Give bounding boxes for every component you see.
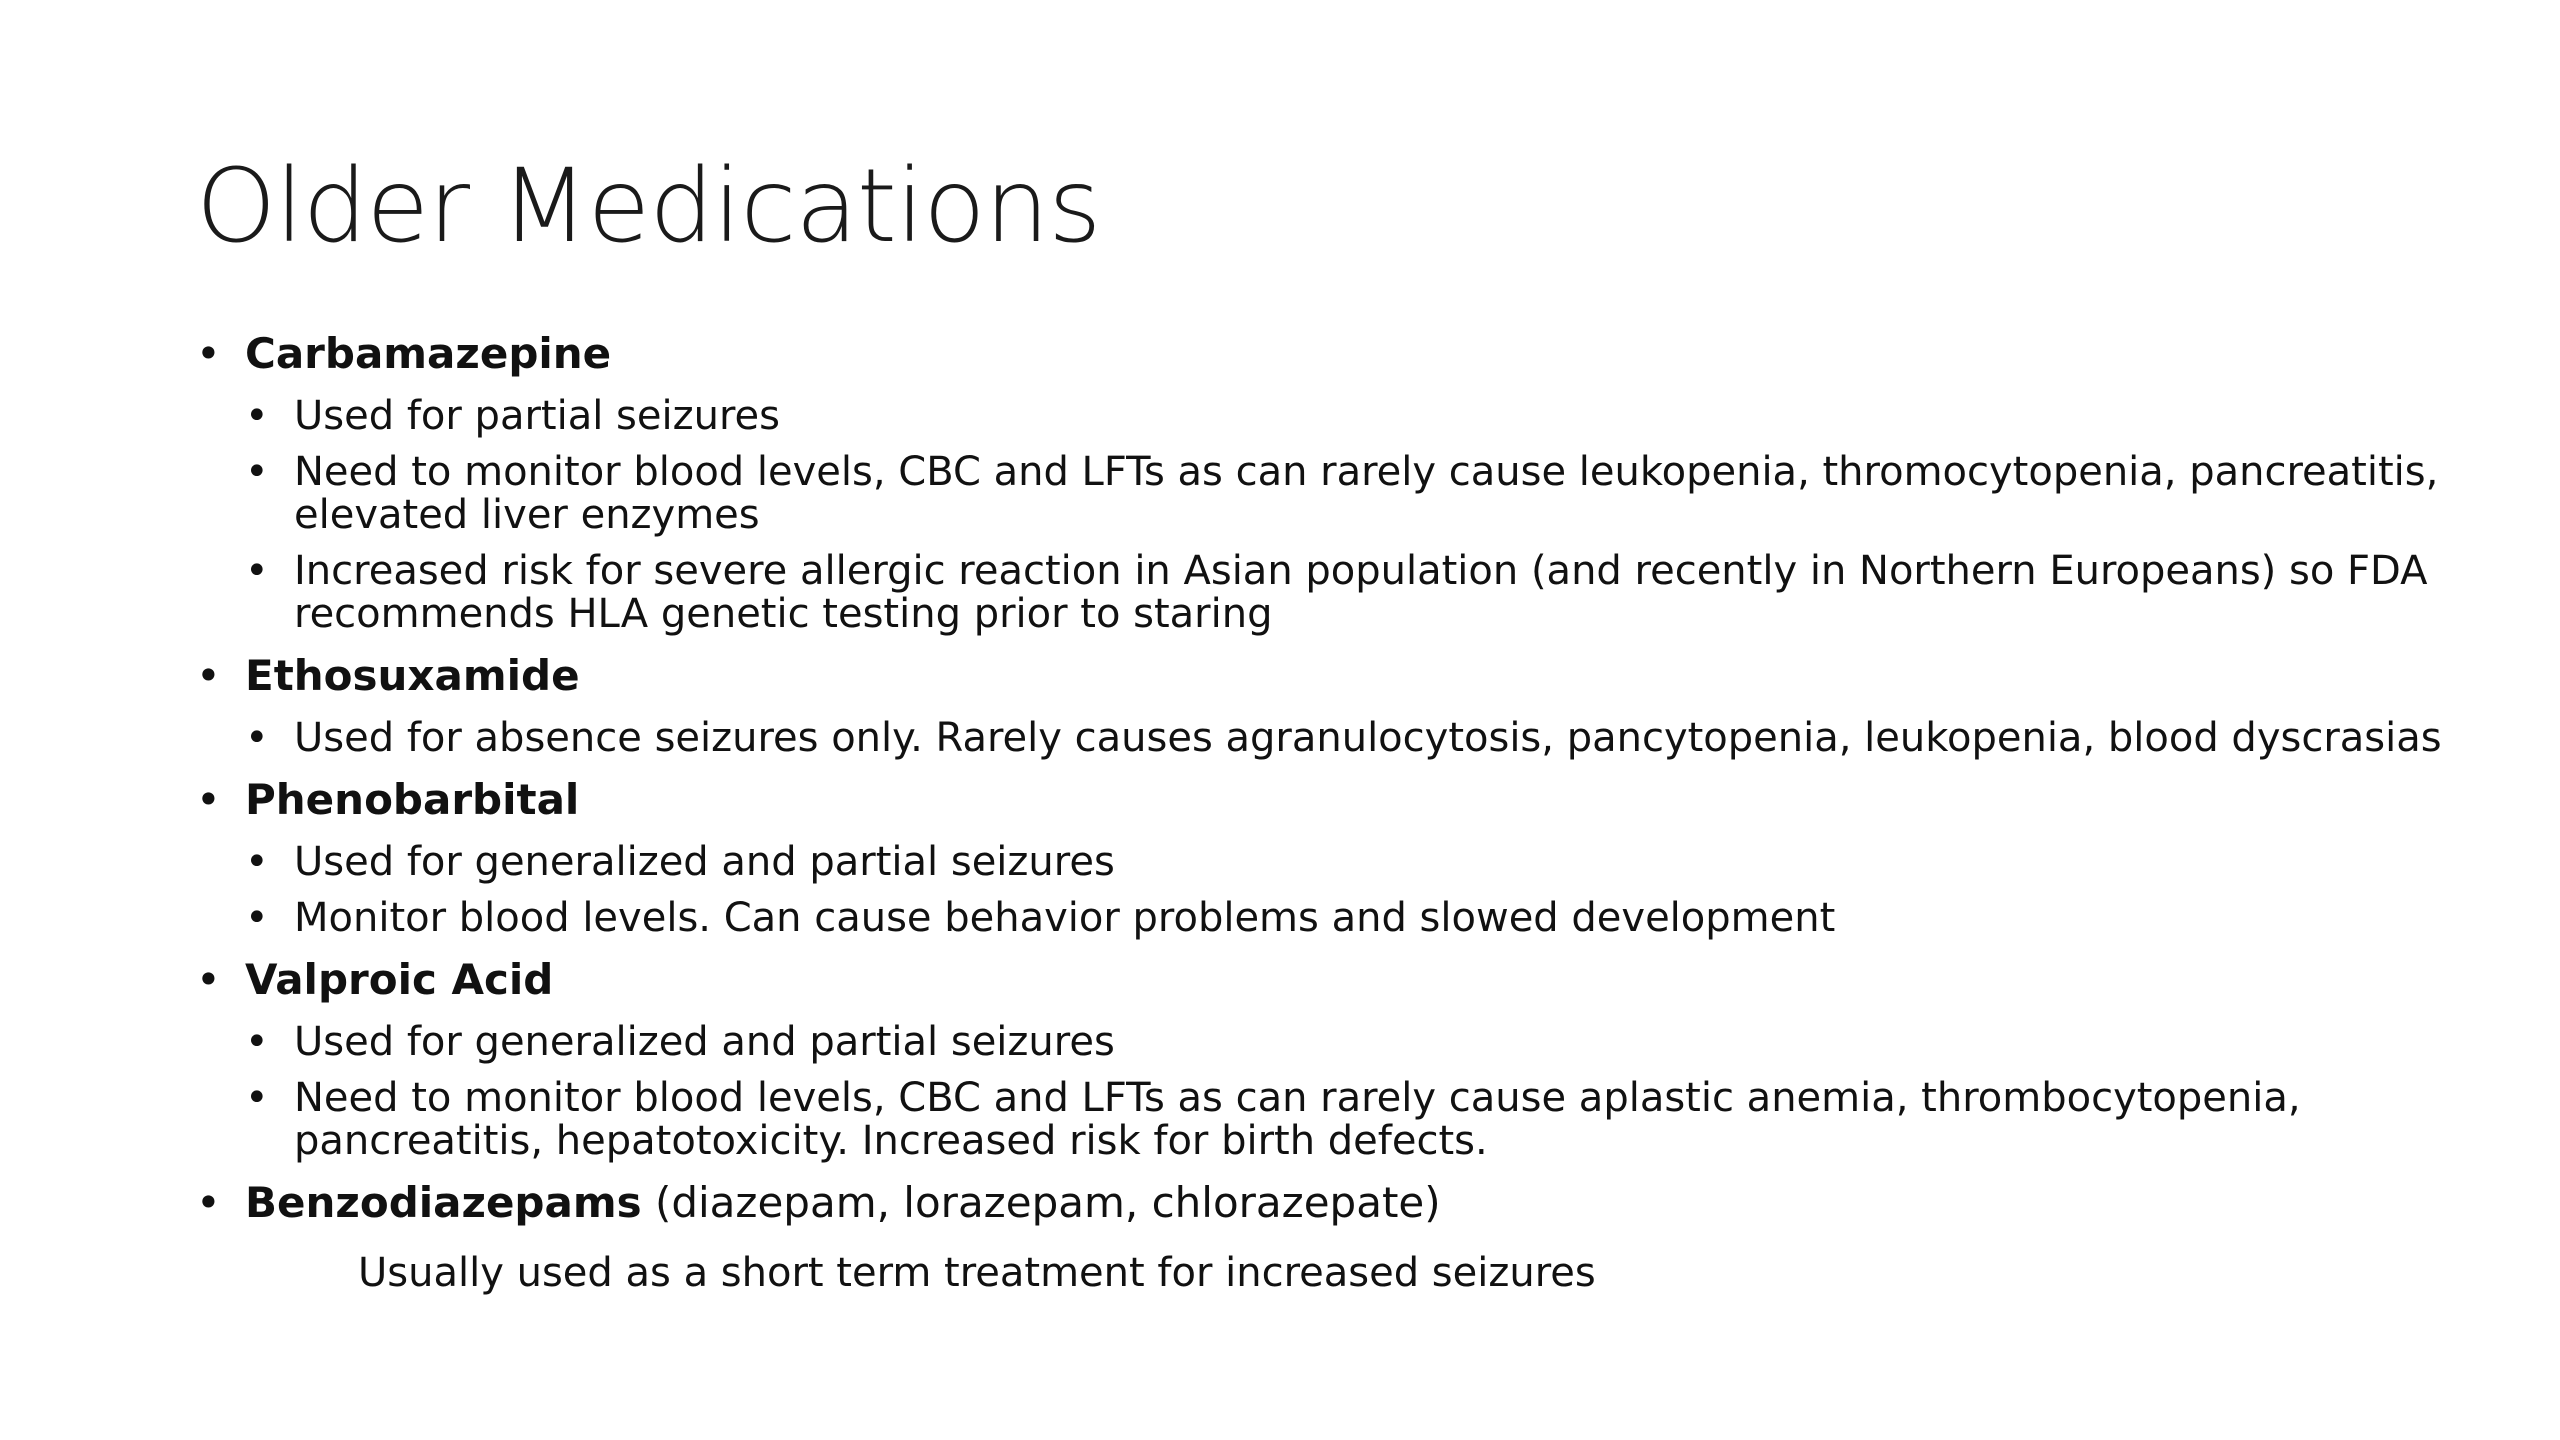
- bullet-icon: •: [196, 955, 221, 1004]
- bullet-icon: •: [196, 775, 221, 824]
- benzodiazepams-note: Usually used as a short term treatment for increased seizures: [358, 1250, 1596, 1296]
- item-heading: Carbamazepine: [245, 329, 612, 378]
- bullet-icon: •: [196, 1178, 221, 1227]
- bullet-icon: •: [196, 651, 221, 700]
- sublist-item-text: Used for partial seizures: [294, 393, 780, 439]
- bullet-icon: •: [196, 329, 221, 378]
- sublist: [196, 395, 2476, 636]
- bullet-icon: •: [245, 895, 269, 941]
- slide-title: Older Medications: [196, 147, 1101, 266]
- bullet-icon: •: [245, 715, 269, 761]
- sublist-item: [196, 717, 2476, 760]
- sublist-item: [196, 550, 2476, 636]
- bullet-icon: •: [245, 1075, 269, 1121]
- bullet-icon: •: [245, 393, 269, 439]
- item-heading: Ethosuxamide: [245, 651, 580, 700]
- list-item-valproic-acid: [196, 952, 2476, 1163]
- sublist: [196, 1021, 2476, 1163]
- item-suffix: (diazepam, lorazepam, chlorazepate): [641, 1178, 1441, 1227]
- bullet-icon: •: [245, 1019, 269, 1065]
- sublist-item-text: Used for absence seizures only. Rarely causes agranulocytosis, pancytopenia, leukopenia, blood dyscrasias: [294, 715, 2442, 761]
- sublist-item-text: Used for generalized and partial seizures: [294, 839, 1115, 885]
- sublist-item-text: Increased risk for severe allergic reaction in Asian population (and recently in Northern Europeans) so FDA recommends HLA genetic testing prior to staring: [294, 548, 2428, 637]
- bullet-icon: •: [245, 449, 269, 495]
- sublist-item: [196, 451, 2476, 537]
- sublist-item-text: Monitor blood levels. Can cause behavior problems and slowed development: [294, 895, 1836, 941]
- sublist-item: [196, 1077, 2476, 1163]
- sublist-item: [196, 1021, 2476, 1064]
- sublist-item: [196, 395, 2476, 438]
- sublist-item-text: Used for generalized and partial seizures: [294, 1019, 1115, 1065]
- sublist-item-text: Need to monitor blood levels, CBC and LFTs as can rarely cause leukopenia, thromocytopenia, pancreatitis, elevated liver enzymes: [294, 449, 2439, 538]
- list-item-benzodiazepams: [196, 1175, 2476, 1297]
- list-item-carbamazepine: [196, 326, 2476, 636]
- item-heading: Benzodiazepams: [245, 1178, 642, 1227]
- list-item-phenobarbital: [196, 772, 2476, 940]
- item-heading: Phenobarbital: [245, 775, 580, 824]
- sublist-item-text: Need to monitor blood levels, CBC and LFTs as can rarely cause aplastic anemia, thrombocytopenia, pancreatitis, hepatotoxicity. Increased risk for birth defects.: [294, 1075, 2301, 1164]
- sublist-item: [196, 841, 2476, 884]
- sublist: [196, 841, 2476, 940]
- bullet-icon: •: [245, 839, 269, 885]
- item-heading: Valproic Acid: [245, 955, 554, 1004]
- sublist: [196, 717, 2476, 760]
- bullet-list: [196, 326, 2476, 1309]
- bullet-icon: •: [245, 548, 269, 594]
- sublist-item: [196, 897, 2476, 940]
- list-item-ethosuxamide: [196, 648, 2476, 760]
